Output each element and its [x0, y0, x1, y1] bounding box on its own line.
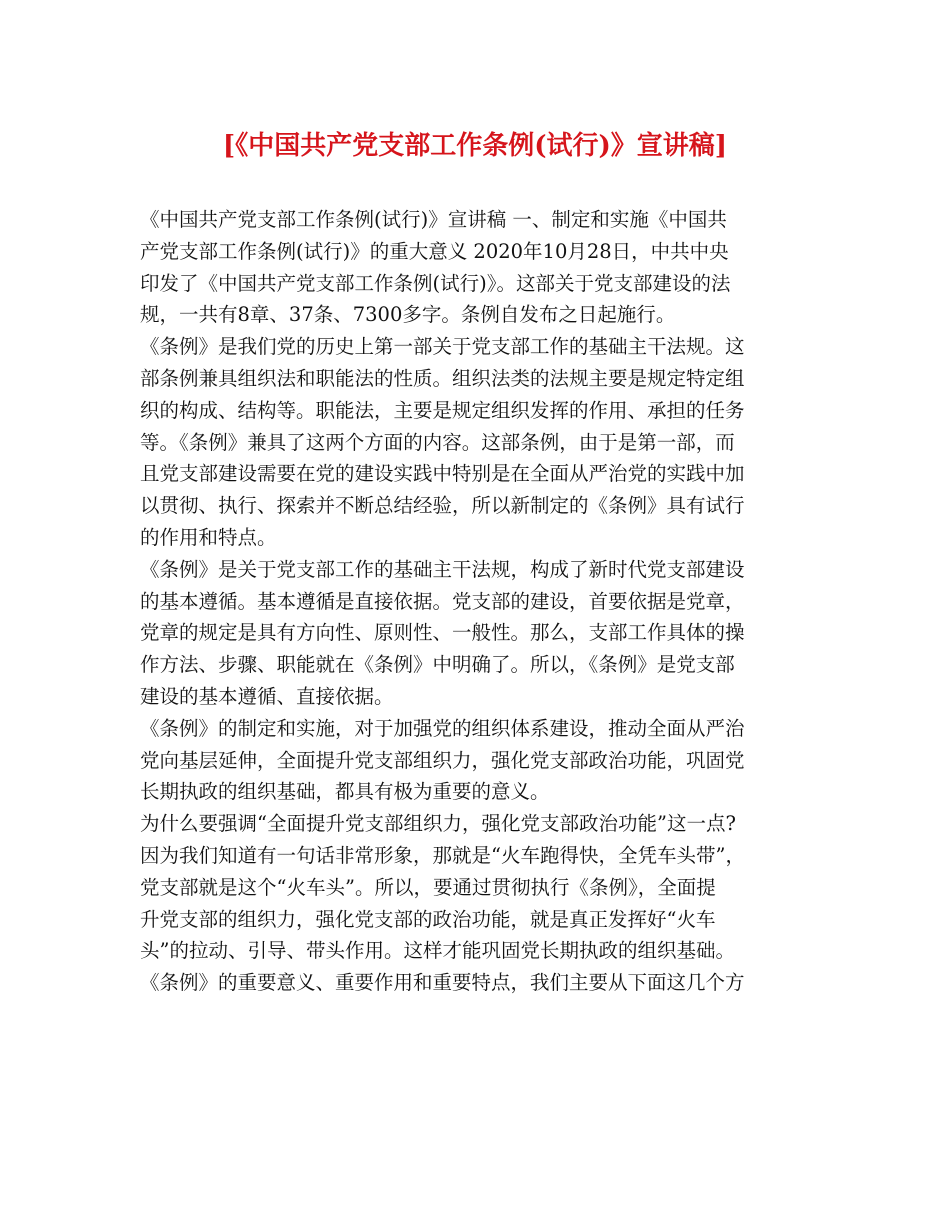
- text-line: 长期执政的组织基础，都具有极为重要的意义。: [140, 780, 550, 804]
- text-line: 《条例》是我们党的历史上第一部关于党支部工作的基础主干法规。这: [140, 335, 745, 359]
- text-line: 等。《条例》兼具了这两个方面的内容。这部条例，由于是第一部，而: [140, 430, 735, 454]
- text-line: 《条例》是关于党支部工作的基础主干法规，构成了新时代党支部建设: [140, 557, 745, 581]
- text-line: 党向基层延伸，全面提升党支部组织力，强化党支部政治功能，巩固党: [140, 748, 745, 772]
- text-line: 党支部就是这个“火车头”。所以，要通过贯彻执行《条例》，全面提: [140, 875, 716, 899]
- text-line: 且党支部建设需要在党的建设实践中特别是在全面从严治党的实践中加: [140, 462, 745, 486]
- text-line: 因为我们知道有一句话非常形象，那就是“火车跑得快，全凭车头带”，: [140, 843, 745, 867]
- text-line: 《条例》的制定和实施，对于加强党的组织体系建设，推动全面从严治: [140, 716, 745, 740]
- text-line: 织的构成、结构等。职能法，主要是规定组织发挥的作用、承担的任务: [140, 398, 745, 422]
- text-line: 升党支部的组织力，强化党支部的政治功能，就是真正发挥好“火车: [140, 907, 716, 931]
- text-line: 头”的拉动、引导、带头作用。这样才能巩固党长期执政的组织基础。: [140, 939, 735, 963]
- text-line: 《中国共产党支部工作条例(试行)》宣讲稿 一、制定和实施《中国共: [140, 208, 727, 231]
- text-line: 规，一共有8章、37条、7300多字。条例自发布之日起施行。: [140, 303, 676, 327]
- document-title: [《中国共产党支部工作条例(试行)》宣讲稿]: [222, 131, 728, 161]
- text-line: 作方法、步骤、职能就在《条例》中明确了。所以，《条例》是党支部: [140, 653, 735, 677]
- text-line: 为什么要强调“全面提升党支部组织力，强化党支部政治功能”这一点?: [140, 812, 736, 836]
- text-line: 的基本遵循。基本遵循是直接依据。党支部的建设，首要依据是党章，: [140, 589, 745, 613]
- document-body: [140, 204, 820, 999]
- text-line: 以贯彻、执行、探索并不断总结经验，所以新制定的《条例》具有试行: [140, 494, 745, 518]
- text-line: 《条例》的重要意义、重要作用和重要特点，我们主要从下面这几个方: [140, 971, 745, 995]
- text-line: 的作用和特点。: [140, 525, 277, 549]
- text-line: 党章的规定是具有方向性、原则性、一般性。那么，支部工作具体的操: [140, 621, 745, 645]
- text-line: 建设的基本遵循、直接依据。: [140, 684, 394, 708]
- text-line: 部条例兼具组织法和职能法的性质。组织法类的法规主要是规定特定组: [140, 366, 745, 390]
- text-line: 产党支部工作条例(试行)》的重大意义 2020年10月28日，中共中央: [140, 239, 729, 263]
- text-line: 印发了《中国共产党支部工作条例(试行)》。这部关于党支部建设的法: [140, 271, 731, 295]
